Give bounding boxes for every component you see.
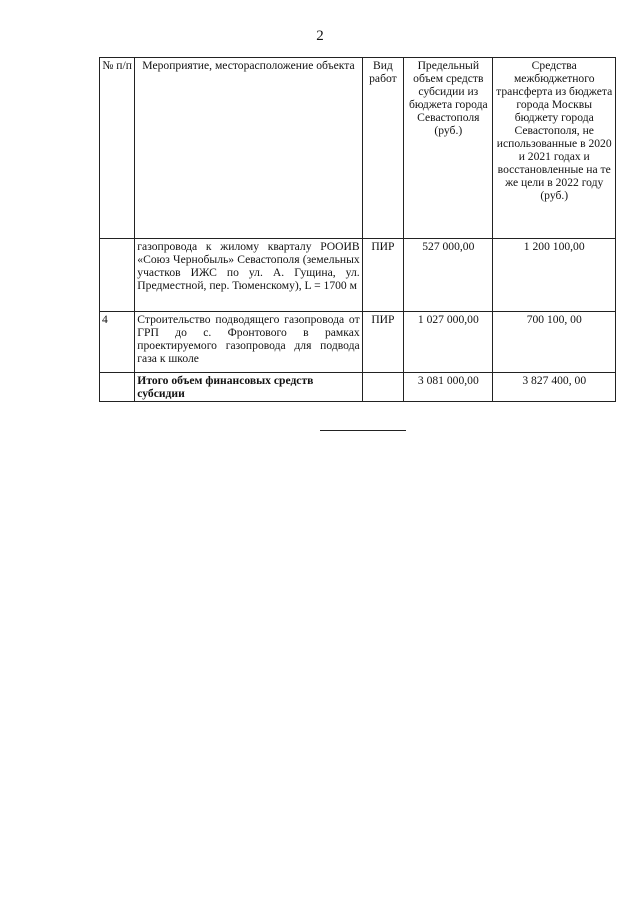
- total-funds: 3 827 400, 00: [493, 373, 616, 402]
- table-row: [100, 312, 616, 373]
- table-header-row: [100, 58, 616, 239]
- header-limit: Предельный объем средств субсидии из бюджета города Севастополя (руб.): [404, 58, 493, 239]
- total-limit: 3 081 000,00: [404, 373, 493, 402]
- header-funds: Средства межбюджетного трансферта из бюджета города Москвы бюджету города Севастополя, не использованные в 2020 и 2021 годах и восстановленные на те же цели в 2022 году (руб.): [493, 58, 616, 239]
- header-num: № п/п: [100, 58, 135, 239]
- row-funds: 1 200 100,00: [493, 239, 616, 312]
- row-event: газопровода к жилому кварталу РООИВ «Союз Чернобыль» Севастополя (земельных участков ИЖС по ул. А. Гущина, ул. Предместной, пер. Тюменскому), L = 1700 м: [135, 239, 362, 312]
- header-event: Мероприятие, месторасположение объекта: [135, 58, 362, 239]
- end-divider: [320, 430, 406, 431]
- row-num: [100, 239, 135, 312]
- row-funds: 700 100, 00: [493, 312, 616, 373]
- row-type: ПИР: [362, 312, 404, 373]
- row-type: ПИР: [362, 239, 404, 312]
- row-event: Строительство подводящего газопровода от ГРП до с. Фронтового в рамках проектируемого газопровода для подвода газа к школе: [135, 312, 362, 373]
- total-label: Итого объем финансовых средств субсидии: [135, 373, 362, 402]
- table-total-row: [100, 373, 616, 402]
- row-num: 4: [100, 312, 135, 373]
- page-number: 2: [316, 28, 324, 44]
- table-row: [100, 239, 616, 312]
- header-type: Вид работ: [362, 58, 404, 239]
- subsidy-table: [99, 57, 616, 402]
- row-limit: 527 000,00: [404, 239, 493, 312]
- total-type-cell: [362, 373, 404, 402]
- row-limit: 1 027 000,00: [404, 312, 493, 373]
- total-num-cell: [100, 373, 135, 402]
